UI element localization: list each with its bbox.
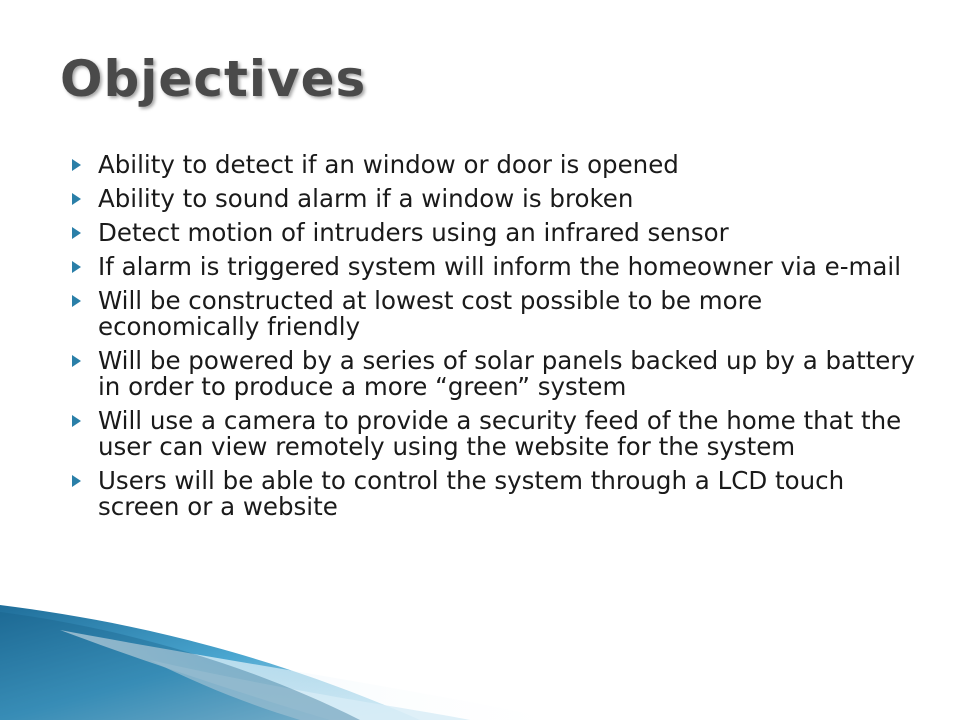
triangle-bullet-icon [72,261,81,273]
bullet-text: Ability to sound alarm if a window is broken [98,184,634,213]
bullet-text: Detect motion of intruders using an infrared sensor [98,218,729,247]
bullet-item [72,254,922,280]
triangle-bullet-icon [72,159,81,171]
bullet-text: Will use a camera to provide a security feed of the home that the user can view remotely using the website for the system [98,406,902,461]
bullet-text: If alarm is triggered system will inform the homeowner via e-mail [98,252,902,281]
triangle-bullet-icon [72,415,81,427]
bullet-list [72,152,922,528]
bullet-item [72,468,922,520]
bullet-item [72,152,922,178]
bullet-text: Users will be able to control the system through a LCD touch screen or a website [98,466,845,521]
bullet-item [72,186,922,212]
bullet-text: Will be powered by a series of solar panels backed up by a battery in order to produce a more “green” system [98,346,915,401]
triangle-bullet-icon [72,475,81,487]
triangle-bullet-icon [72,193,81,205]
bullet-item [72,408,922,460]
triangle-bullet-icon [72,227,81,239]
bullet-text: Ability to detect if an window or door is opened [98,150,679,179]
triangle-bullet-icon [72,295,81,307]
bullet-item [72,220,922,246]
bullet-item [72,348,922,400]
bullet-item [72,288,922,340]
triangle-bullet-icon [72,355,81,367]
slide-title: Objectives [60,50,367,108]
bullet-text: Will be constructed at lowest cost possible to be more economically friendly [98,286,763,341]
